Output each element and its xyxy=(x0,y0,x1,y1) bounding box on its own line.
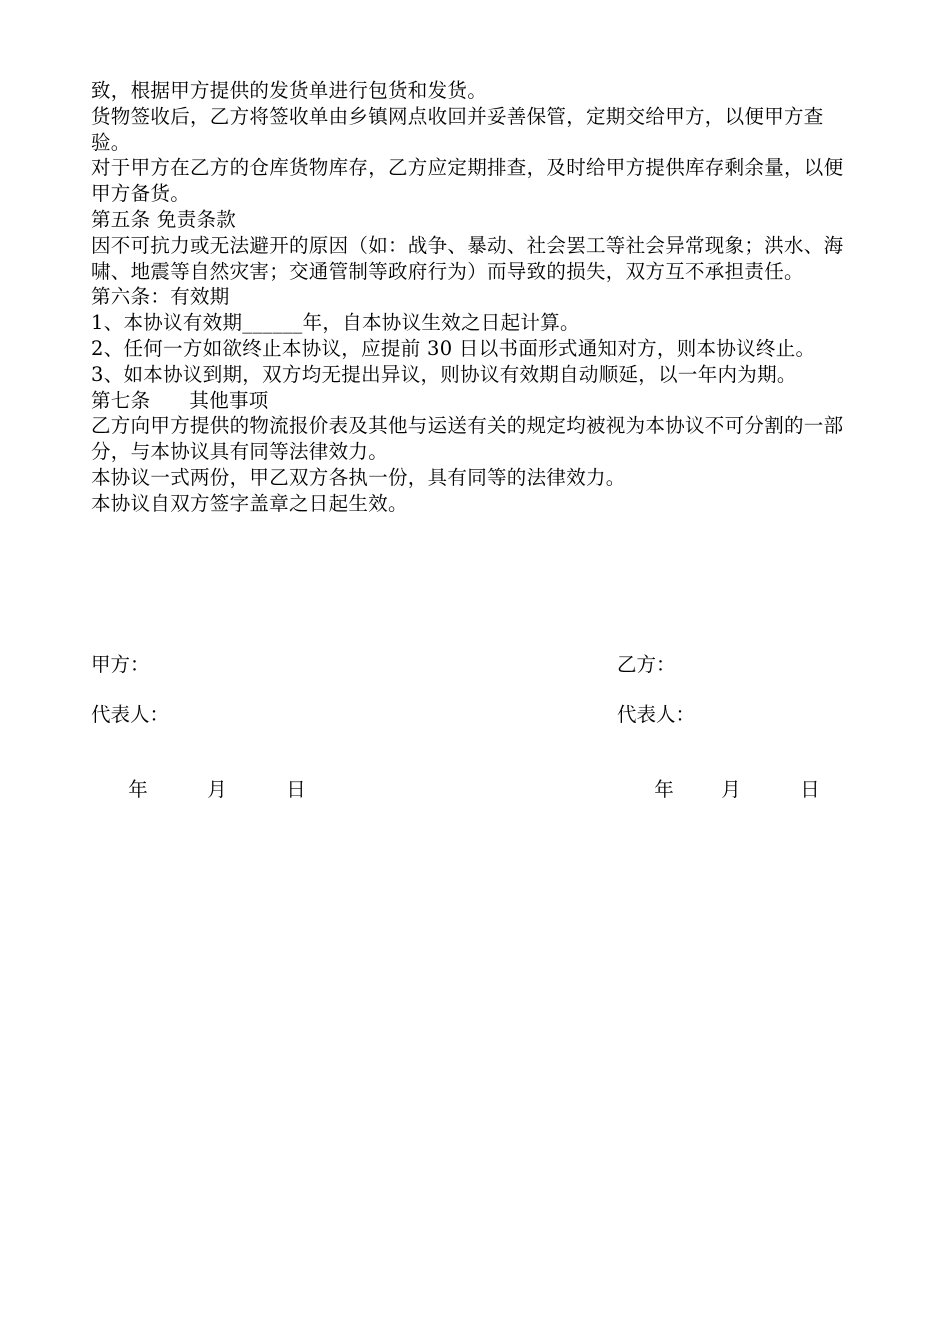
party-a-representative: 代表人： xyxy=(91,703,170,726)
party-a-year: 年 xyxy=(128,778,148,801)
paragraph-receipt: 货物签收后，乙方将签收单由乡镇网点收回并妥善保管，定期交给甲方，以便甲方查验。 xyxy=(91,104,824,154)
paragraph-copies: 本协议一式两份，甲乙双方各执一份，具有同等的法律效力。 xyxy=(91,465,626,489)
party-b-representative: 代表人： xyxy=(617,703,696,726)
signature-party-a xyxy=(91,652,306,801)
paragraph-inventory: 对于甲方在乙方的仓库货物库存，乙方应定期排查，及时给甲方提供库存剩余量，以便甲方备货。 xyxy=(91,156,844,206)
party-a-label: 甲方： xyxy=(91,653,150,676)
party-b-day: 日 xyxy=(800,778,820,801)
paragraph-force-majeure: 因不可抗力或无法避开的原因（如：战争、暴动、社会罢工等社会异常现象；洪水、海啸、地震等自然灾害；交通管制等政府行为）而导致的损失，双方互不承担责任。 xyxy=(91,233,844,283)
party-b-year: 年 xyxy=(654,778,674,801)
contract-body xyxy=(91,78,861,517)
party-b-date xyxy=(617,752,820,801)
heading-article-5: 第五条 免责条款 xyxy=(91,207,237,231)
party-a-day: 日 xyxy=(286,778,306,801)
heading-article-7: 第七条 其他事项 xyxy=(91,388,269,412)
signature-party-b xyxy=(617,652,820,801)
paragraph-effective: 本协议自双方签字盖章之日起生效。 xyxy=(91,491,408,515)
clause-validity-3: 3、如本协议到期，双方均无提出异议，则协议有效期自动顺延，以一年内为期。 xyxy=(91,362,797,386)
clause-validity-1: 1、本协议有效期______年，自本协议生效之日起计算。 xyxy=(91,311,580,335)
party-a-month: 月 xyxy=(207,778,227,801)
party-a-date xyxy=(91,752,306,801)
party-b-label: 乙方： xyxy=(617,653,676,676)
heading-article-6: 第六条：有效期 xyxy=(91,285,230,309)
party-b-month: 月 xyxy=(721,778,741,801)
clause-validity-2: 2、任何一方如欲终止本协议，应提前 30 日以书面形式通知对方，则本协议终止。 xyxy=(91,336,816,360)
paragraph-pricing: 乙方向甲方提供的物流报价表及其他与运送有关的规定均被视为本协议不可分割的一部分，与本协议具有同等法律效力。 xyxy=(91,414,844,464)
paragraph-packing: 致，根据甲方提供的发货单进行包货和发货。 xyxy=(91,79,488,102)
